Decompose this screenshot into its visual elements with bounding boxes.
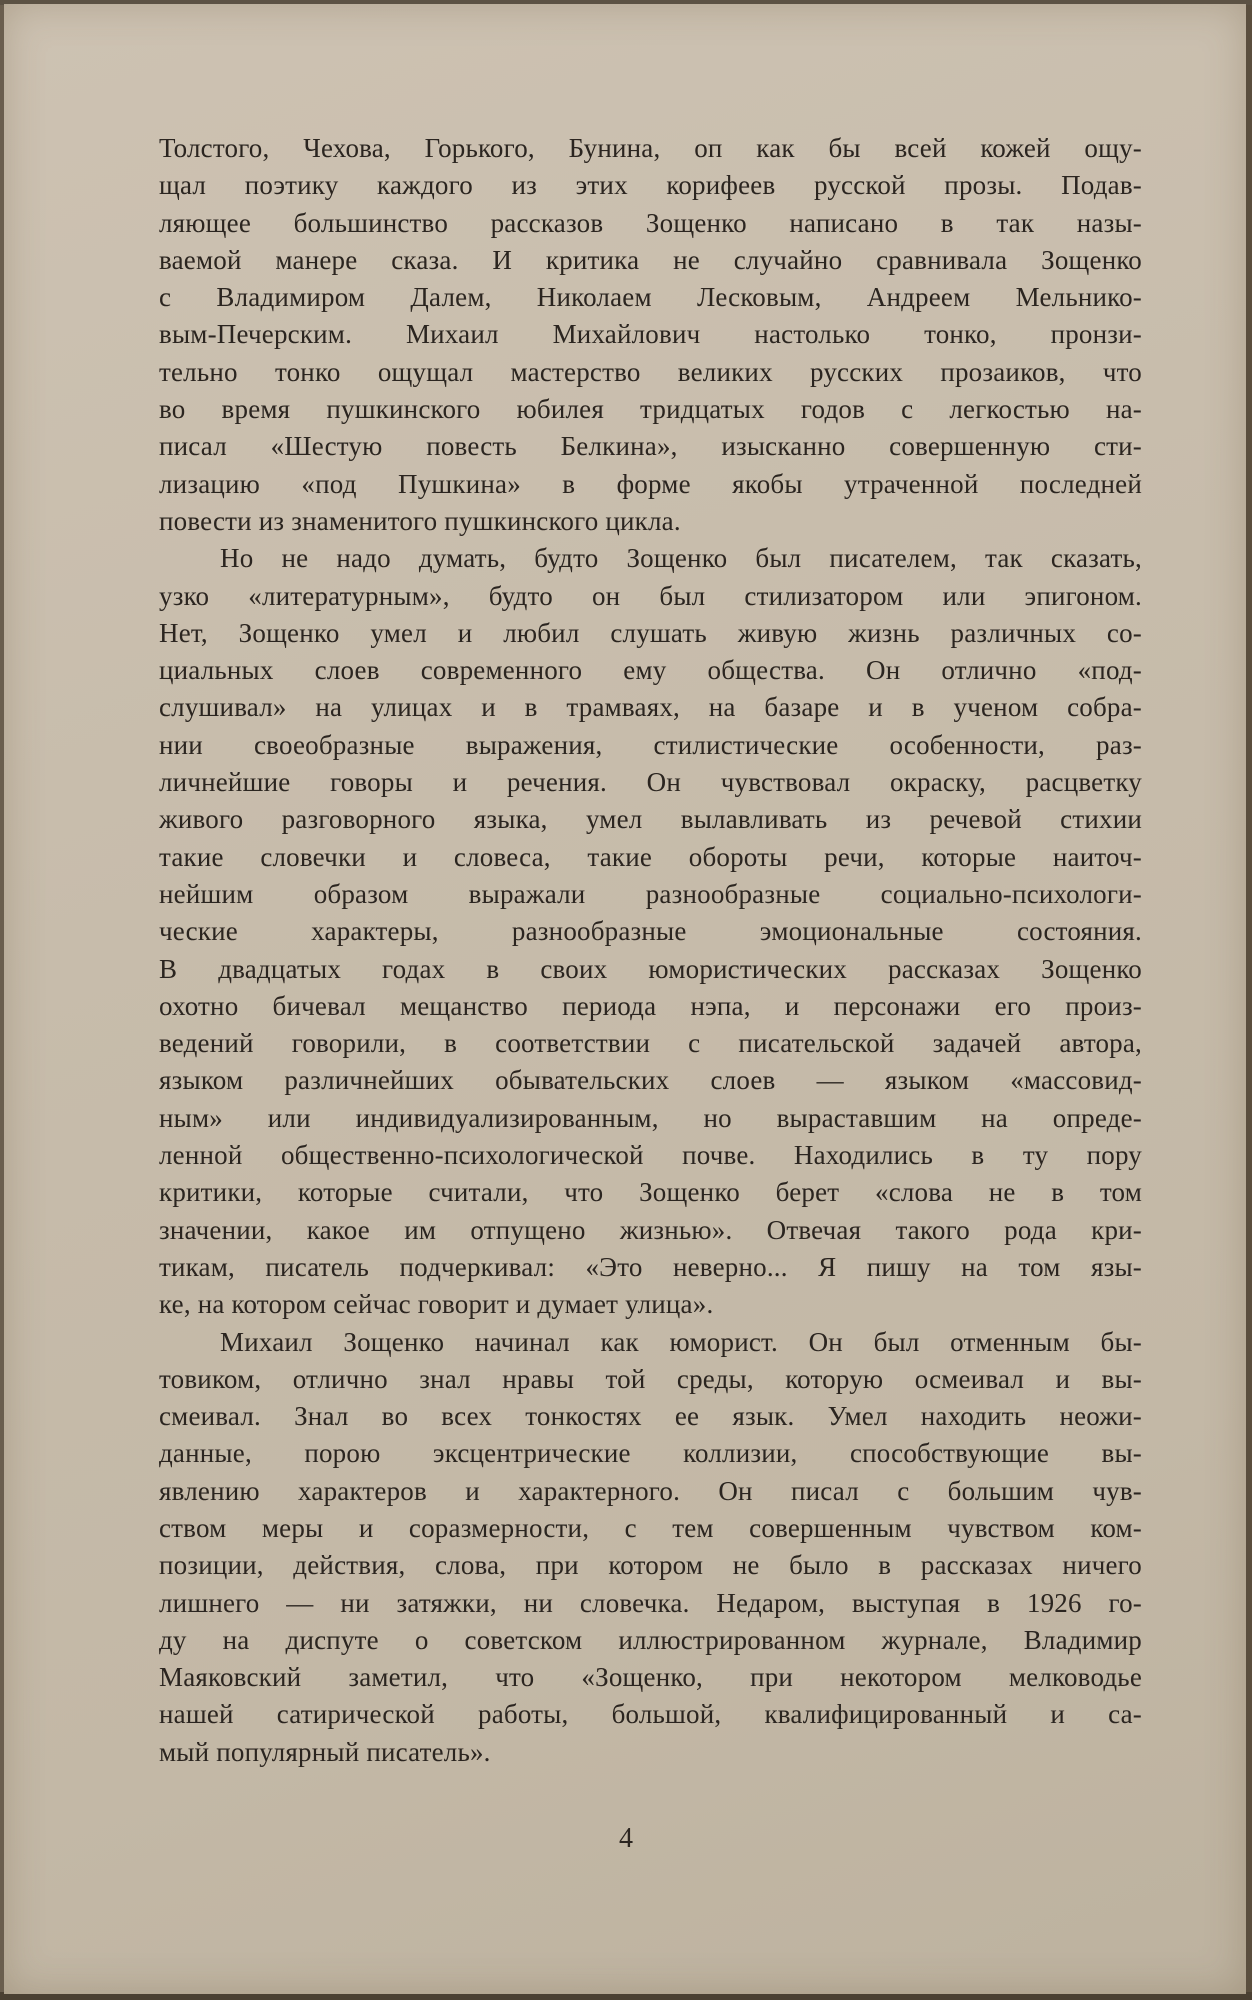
text-line: ляющее большинство рассказов Зощенко написано в так назы- bbox=[159, 207, 1142, 238]
text-line: Но не надо думать, будто Зощенко был писателем, так сказать, bbox=[220, 543, 1142, 574]
text-line: вым-Печерским. Михаил Михайлович настолько тонко, пронзи- bbox=[159, 319, 1142, 350]
text-line: писал «Шестую повесть Белкина», изысканно совершенную сти- bbox=[159, 431, 1142, 462]
text-line: с Владимиром Далем, Николаем Лесковым, Андреем Мельнико- bbox=[159, 282, 1142, 313]
text-line: явлению характеров и характерного. Он писал с большим чув- bbox=[159, 1475, 1142, 1506]
page-number: 4 bbox=[619, 1823, 633, 1854]
text-line: нашей сатирической работы, большой, квалифицированный и са- bbox=[159, 1699, 1142, 1730]
text-line: смеивал. Знал во всех тонкостях ее язык. Умел находить неожи- bbox=[159, 1401, 1142, 1432]
text-line: повести из знаменитого пушкинского цикла. bbox=[159, 505, 681, 536]
text-line: ленной общественно-психологической почве. Находились в ту пору bbox=[159, 1140, 1142, 1171]
text-line: слушивал» на улицах и в трамваях, на базаре и в ученом собра- bbox=[159, 692, 1142, 723]
text-line: во время пушкинского юбилея тридцатых годов с легкостью на- bbox=[159, 394, 1142, 425]
text-line: Нет, Зощенко умел и любил слушать живую жизнь различных со- bbox=[159, 617, 1142, 648]
text-line: ным» или индивидуализированным, но выраставшим на опреде- bbox=[159, 1102, 1142, 1133]
text-line: значении, какое им отпущено жизнью». Отвечая такого рода кри- bbox=[159, 1214, 1142, 1245]
text-line: ке, на котором сейчас говорит и думает улица». bbox=[159, 1289, 714, 1320]
text-line: позиции, действия, слова, при котором не было в рассказах ничего bbox=[159, 1550, 1142, 1581]
text-line: ваемой манере сказа. И критика не случайно сравнивала Зощенко bbox=[159, 244, 1142, 275]
text-line: щал поэтику каждого из этих корифеев русской прозы. Подав- bbox=[159, 170, 1142, 201]
body-text bbox=[159, 130, 1142, 1771]
text-line: узко «литературным», будто он был стилизатором или эпигоном. bbox=[159, 580, 1142, 611]
text-line: личнейшие говоры и речения. Он чувствовал окраску, расцветку bbox=[159, 767, 1142, 798]
text-line: товиком, отлично знал нравы той среды, которую осмеивал и вы- bbox=[159, 1363, 1142, 1394]
text-line: охотно бичевал мещанство периода нэпа, и персонажи его произ- bbox=[159, 990, 1142, 1021]
text-line: ством меры и соразмерности, с тем совершенным чувством ком- bbox=[159, 1512, 1142, 1543]
text-line: мый популярный писатель». bbox=[159, 1736, 491, 1767]
text-line: критики, которые считали, что Зощенко берет «слова не в том bbox=[159, 1177, 1142, 1208]
paragraph-2 bbox=[159, 540, 1142, 1323]
text-line: В двадцатых годах в своих юмористических рассказах Зощенко bbox=[159, 953, 1142, 984]
text-line: нейшим образом выражали разнообразные социально-психологи- bbox=[159, 878, 1142, 909]
text-line: Маяковский заметил, что «Зощенко, при некотором мелководье bbox=[159, 1662, 1142, 1693]
text-line: тельно тонко ощущал мастерство великих русских прозаиков, что bbox=[159, 356, 1142, 387]
text-line: лизацию «под Пушкина» в форме якобы утраченной последней bbox=[159, 468, 1142, 499]
text-line: тикам, писатель подчеркивал: «Это неверно... Я пишу на том язы- bbox=[159, 1251, 1142, 1282]
text-line: Михаил Зощенко начинал как юморист. Он был отменным бы- bbox=[220, 1326, 1142, 1357]
text-line: Толстого, Чехова, Горького, Бунина, оп как бы всей кожей ощу- bbox=[159, 133, 1142, 163]
text-line: ческие характеры, разнообразные эмоциональные состояния. bbox=[159, 916, 1142, 947]
text-line: живого разговорного языка, умел вылавливать из речевой стихии bbox=[159, 804, 1142, 835]
text-line: данные, порою эксцентрические коллизии, способствующие вы- bbox=[159, 1438, 1142, 1469]
text-line: циальных слоев современного ему общества. Он отлично «под- bbox=[159, 655, 1142, 686]
text-line: лишнего — ни затяжки, ни словечка. Недаром, выступая в 1926 го- bbox=[159, 1587, 1142, 1618]
text-line: ведений говорили, в соответствии с писательской задачей автора, bbox=[159, 1028, 1142, 1059]
paragraph-1 bbox=[159, 130, 1142, 540]
paragraph-3 bbox=[159, 1324, 1142, 1772]
text-line: такие словечки и словеса, такие обороты речи, которые наиточ- bbox=[159, 841, 1142, 872]
text-line: нии своеобразные выражения, стилистические особенности, раз- bbox=[159, 729, 1142, 760]
text-line: языком различнейших обывательских слоев — языком «массовид- bbox=[159, 1065, 1142, 1096]
text-line: ду на диспуте о советском иллюстрированном журнале, Владимир bbox=[159, 1624, 1142, 1655]
